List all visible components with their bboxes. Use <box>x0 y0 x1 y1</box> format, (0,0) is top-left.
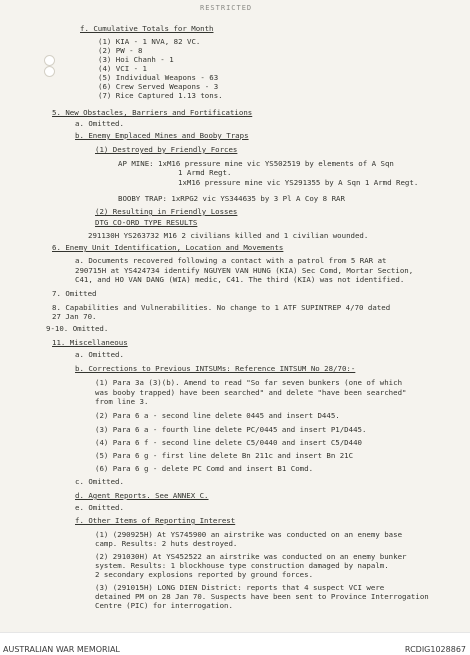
document-line: (1) KIA - 1 NVA, 82 VC. <box>98 37 201 46</box>
document-line: (6) Para 6 g - delete PC Comd and insert B1 Comd. <box>95 464 314 473</box>
document-line: a. Documents recovered following a contact with a patrol from 5 RAR at <box>75 256 387 265</box>
document-line: 5. New Obstacles, Barriers and Fortifications <box>52 108 253 117</box>
document-line: 1xM16 pressure mine vic YS291355 by A Sqn 1 Armd Regt. <box>178 178 419 187</box>
document-line: (6) Crew Served Weapons - 3 <box>98 82 219 91</box>
document-line: (4) Para 6 f - second line delete C5/0440 and insert C5/D440 <box>95 438 362 447</box>
document-line: (1) (290925H) At YS745900 an airstrike was conducted on an enemy base <box>95 530 403 539</box>
document-line: 1 Armd Regt. <box>178 168 232 177</box>
document-line: BOOBY TRAP: 1xRPG2 vic YS344635 by 3 Pl A Coy 8 RAR <box>118 194 345 203</box>
document-line: e. Omitted. <box>75 503 124 512</box>
footer-source-label: AUSTRALIAN WAR MEMORIAL <box>3 645 120 654</box>
document-line: AP MINE: 1xM16 pressure mine vic YS502519 by elements of A Sqn <box>118 159 394 168</box>
document-line: (7) Rice Captured 1.13 tons. <box>98 91 223 100</box>
document-line: 2 secondary explosions reported by ground forces. <box>95 570 314 579</box>
document-line: (2) PW - 8 <box>98 46 143 55</box>
punch-hole <box>44 66 55 77</box>
document-line: (1) Destroyed by Friendly Forces <box>95 145 238 154</box>
footer-bar <box>0 632 470 655</box>
document-line: (4) VCI - 1 <box>98 64 147 73</box>
document-line: (2) Para 6 a - second line delete 0445 and insert D445. <box>95 411 340 420</box>
document-line: b. Enemy Emplaced Mines and Booby Traps <box>75 131 249 140</box>
document-line: 7. Omitted <box>52 289 97 298</box>
document-line: 291130H YS263732 M16 2 civilians killed and 1 civilian wounded. <box>88 231 369 240</box>
document-line: system. Results: 1 blockhouse type construction damaged by napalm. <box>95 561 389 570</box>
document-line: was booby trapped) have been searched" and delete "have been searched" <box>95 388 407 397</box>
document-line: (5) Individual Weapons - 63 <box>98 73 219 82</box>
document-line: b. Corrections to Previous INTSUMs: Reference INTSUM No 28/70:- <box>75 364 356 373</box>
document-line: camp. Results: 2 huts destroyed. <box>95 539 238 548</box>
document-line: DTG CO-ORD TYPE RESULTS <box>95 218 198 227</box>
document-line: (1) Para 3a (3)(b). Amend to read "So far seven bunkers (one of which <box>95 378 403 387</box>
document-line: a. Omitted. <box>75 350 124 359</box>
document-line: (5) Para 6 g - first line delete Bn 211c and insert Bn 21C <box>95 451 354 460</box>
document-line: from line 3. <box>95 397 149 406</box>
document-line: 11. Miscellaneous <box>52 338 128 347</box>
document-line: f. Cumulative Totals for Month <box>80 24 214 33</box>
document-line: (3) Hoi Chanh - 1 <box>98 55 174 64</box>
document-line: 8. Capabilities and Vulnerabilities. No change to 1 ATF SUPINTREP 4/70 dated <box>52 303 391 312</box>
document-line: 9-10. Omitted. <box>46 324 109 333</box>
document-line: (2) Resulting in Friendly Losses <box>95 207 238 216</box>
document-line: detained PM on 28 Jan 70. Suspects have been sent to Province Interrogation <box>95 592 429 601</box>
document-line: (3) (291015H) LONG DIEN District: reports that 4 suspect VCI were <box>95 583 385 592</box>
footer-record-id: RCDIG1028867 <box>404 645 466 654</box>
document-line: 290715H at YS424734 identify NGUYEN VAN HUNG (KIA) Sec Comd, Mortar Section, <box>75 266 414 275</box>
document-line: 6. Enemy Unit Identification, Location and Movements <box>52 243 284 252</box>
document-line: a. Omitted. <box>75 119 124 128</box>
document-line: Centre (PIC) for interrogation. <box>95 601 233 610</box>
document-line: c. Omitted. <box>75 477 124 486</box>
punch-hole <box>44 55 55 66</box>
document-line: C41, and HO VAN DANG (WIA) medic, C41. The third (KIA) was not identified. <box>75 275 405 284</box>
document-line: (2) 291030H) At YS452522 an airstrike was conducted on an enemy bunker <box>95 552 407 561</box>
document-line: f. Other Items of Reporting Interest <box>75 516 236 525</box>
document-line: 27 Jan 70. <box>52 312 97 321</box>
document-line: d. Agent Reports. See ANNEX C. <box>75 491 209 500</box>
header-stamp: RESTRICTED <box>200 4 253 12</box>
document-line: (3) Para 6 a - fourth line delete PC/0445 and insert P1/D445. <box>95 425 367 434</box>
